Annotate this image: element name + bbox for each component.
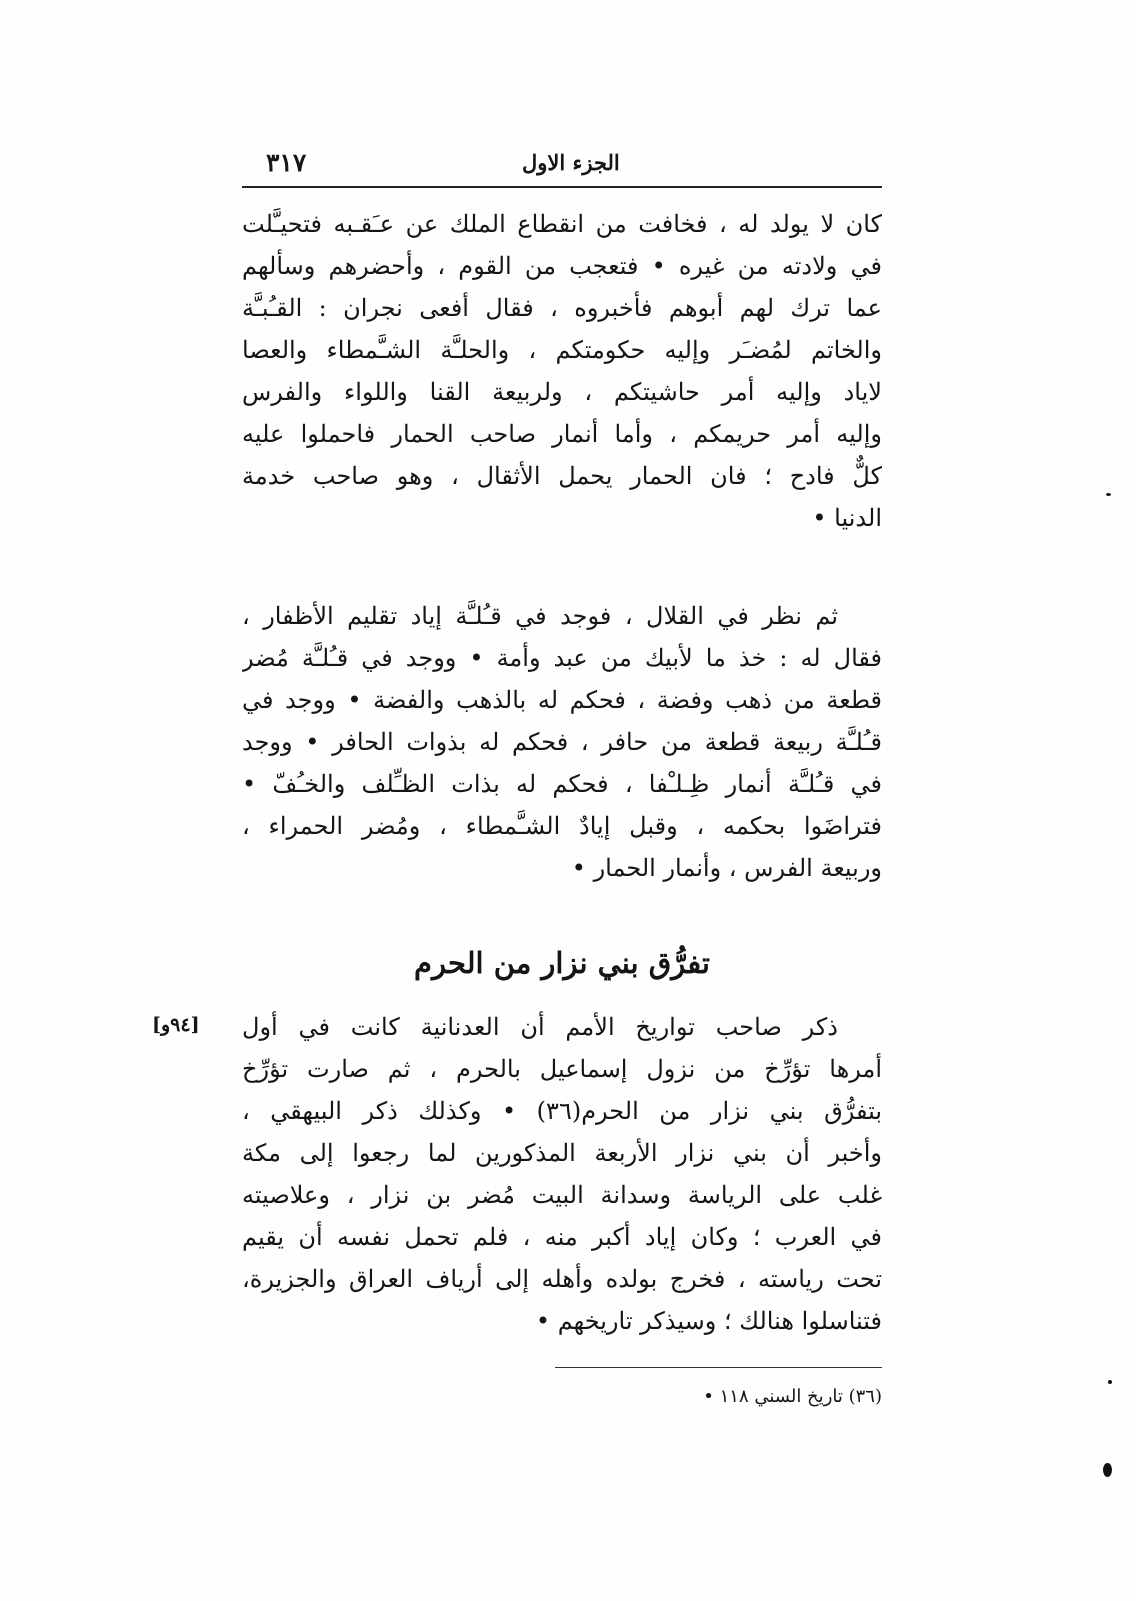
- text-line: فقال له : خذ ما لأبيك من عبد وأمة • ووجد في قـُلـَّة مُضر: [242, 644, 882, 672]
- section-heading: تفرُّق بني نزار من الحرم: [414, 946, 710, 980]
- page-header: [242, 148, 882, 188]
- scan-speck: [1103, 1463, 1112, 1477]
- paragraph-1: [242, 203, 882, 539]
- footnote: (٣٦) تاريخ السني ١١٨ •: [703, 1386, 882, 1407]
- text-line: بتفرُّق بني نزار من الحرم(٣٦) • وكذلك ذكر البيهقي ،: [242, 1097, 882, 1125]
- text-line: في ولادته من غيره • فتعجب من القوم ، وأحضرهم وسألهم: [242, 252, 882, 280]
- text-line: أمرها تؤرِّخ من نزول إسماعيل بالحرم ، ثم صارت تؤرِّخ: [242, 1055, 882, 1083]
- text-line: فتراضَوا بحكمه ، وقبل إيادٌ الشـَّمطاء ، ومُضر الحمراء ،: [242, 812, 882, 840]
- scan-speck: [1108, 1380, 1112, 1384]
- text-line: والخاتم لمُضـَر وإليه حكومتكم ، والحلـَّة الشـَّمطاء والعصا: [242, 336, 882, 364]
- text-line: الدنيا •: [812, 504, 882, 532]
- footnote-divider: [555, 1367, 882, 1368]
- text-line: كان لا يولد له ، فخافت من انقطاع الملك عن عـَقـبه فتحيـَّلت: [242, 210, 882, 238]
- paragraph-3: [242, 1006, 882, 1342]
- text-line: وإليه أمر حريمكم ، وأما أنمار صاحب الحمار فاحملوا عليه: [242, 420, 882, 448]
- running-title: الجزء الاول: [522, 150, 620, 175]
- page-number: ٣١٧: [266, 148, 307, 177]
- paragraph-2: [242, 595, 882, 889]
- scan-speck: [1106, 493, 1111, 496]
- text-line: تحت رياسته ، فخرج بولده وأهله إلى أرياف العراق والجزيرة،: [242, 1265, 882, 1293]
- text-line: وربيعة الفرس ، وأنمار الحمار •: [571, 854, 882, 882]
- text-line: فتناسلوا هنالك ؛ وسيذكر تاريخهم •: [535, 1307, 882, 1335]
- margin-folio-reference: [٩٤و]: [152, 1014, 200, 1036]
- text-line: قطعة من ذهب وفضة ، فحكم له بالذهب والفضة • ووجد في: [242, 686, 882, 714]
- text-line: عما ترك لهم أبوهم فأخبروه ، فقال أفعى نجران : القـُبـَّة: [242, 294, 882, 322]
- text-line: غلب على الرياسة وسدانة البيت مُضر بن نزار ، وعلاصيته: [242, 1181, 882, 1209]
- text-line: لاياد وإليه أمر حاشيتكم ، ولربيعة القنا واللواء والفرس: [242, 378, 882, 406]
- text-line: في قـُلـَّة أنمار ظِـلـْفا ، فحكم له بذات الظـِّلف والخـُفّ •: [242, 770, 882, 798]
- text-line: وأخبر أن بني نزار الأربعة المذكورين لما رجعوا إلى مكة: [242, 1139, 882, 1167]
- text-line: في العرب ؛ وكان إياد أكبر منه ، فلم تحمل نفسه أن يقيم: [242, 1223, 882, 1251]
- text-line: كلٌّ فادح ؛ فان الحمار يحمل الأثقال ، وهو صاحب خدمة: [242, 462, 882, 490]
- text-line: ذكر صاحب تواريخ الأمم أن العدنانية كانت في أول: [242, 1013, 838, 1041]
- text-line: قـُلـَّة ربيعة قطعة من حافر ، فحكم له بذوات الحافر • ووجد: [242, 728, 882, 756]
- text-line: ثم نظر في القلال ، فوجد في قـُلـَّة إياد تقليم الأظفار ،: [242, 602, 838, 630]
